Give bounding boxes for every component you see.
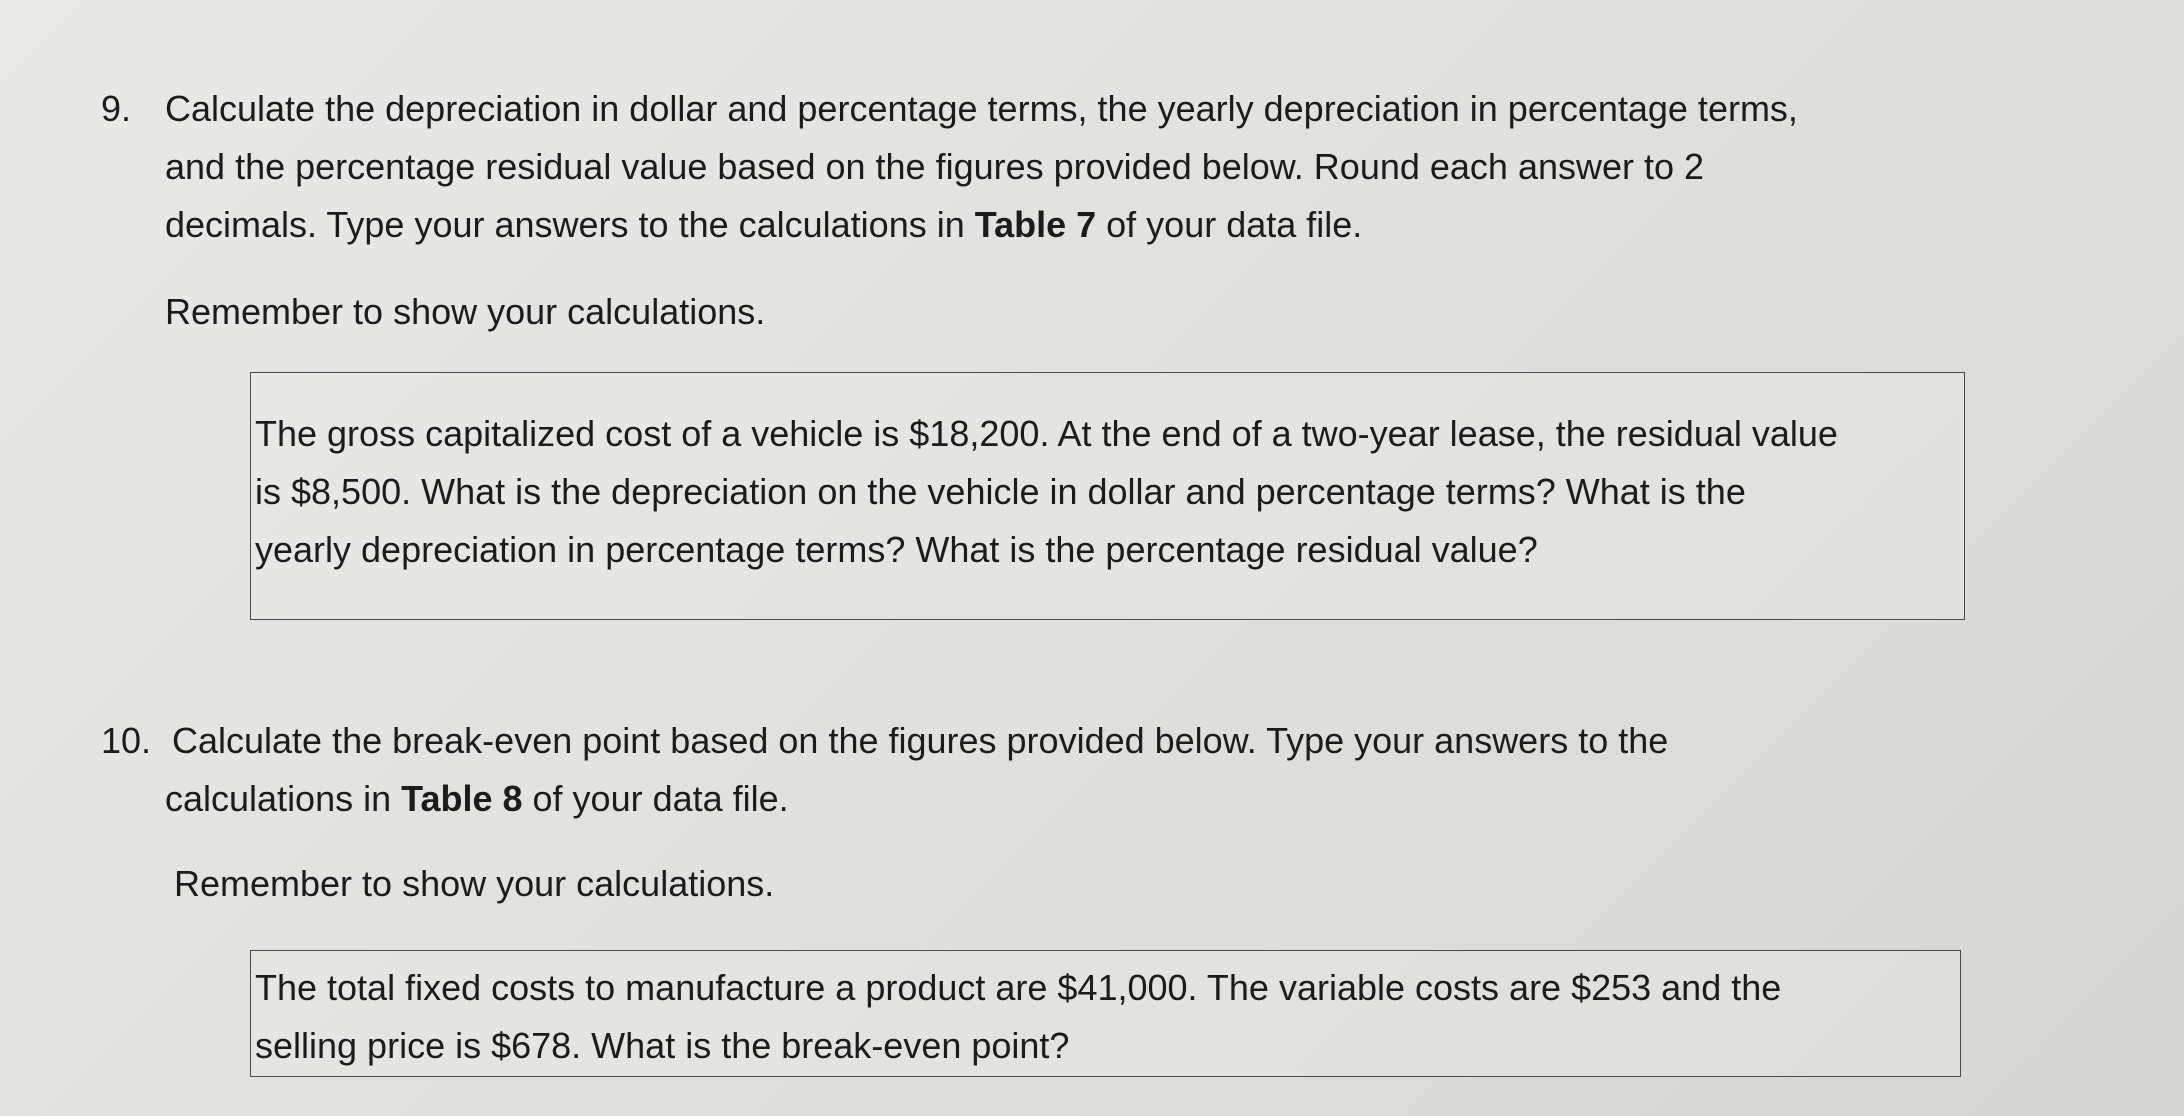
question-10-reminder: Remember to show your calculations. — [174, 863, 775, 904]
question-10-problem-line-1: The total fixed costs to manufacture a product are $41,000. The variable costs are $253 and the — [255, 967, 1782, 1008]
question-10-line-2 — [165, 770, 1668, 828]
question-9-number: 9. — [101, 88, 132, 129]
question-9-problem-line-1: The gross capitalized cost of a vehicle is $18,200. At the end of a two-year lease, the residual value — [255, 413, 1838, 454]
question-9-line-1: Calculate the depreciation in dollar and percentage terms, the yearly depreciation in percentage terms, — [165, 88, 1798, 129]
table-8-reference: Table 8 — [401, 778, 523, 819]
question-9-problem-line-3: yearly depreciation in percentage terms? What is the percentage residual value? — [255, 529, 1538, 570]
question-9-line-3-head: decimals. Type your answers to the calculations in — [165, 204, 975, 245]
table-7-reference: Table 7 — [974, 204, 1097, 245]
question-9-problem-text — [255, 405, 1838, 579]
question-9-problem-box — [250, 372, 1965, 620]
question-10-problem-line-2: selling price is $678. What is the break-even point? — [255, 1025, 1070, 1066]
question-9-line-3-tail: of your data file. — [1096, 204, 1363, 245]
question-10-problem-text — [255, 959, 1781, 1075]
question-10-instructions — [165, 712, 1669, 828]
question-9-line-3 — [165, 196, 1798, 254]
question-9-instructions — [165, 80, 1798, 254]
question-10-line-2-head: calculations in — [165, 778, 402, 819]
question-10-line-1: Calculate the break-even point based on the figures provided below. Type your answers to the — [172, 720, 1669, 761]
question-9-problem-line-2: is $8,500. What is the depreciation on the vehicle in dollar and percentage terms? What is the — [255, 471, 1746, 512]
question-10-number: 10. — [101, 720, 152, 761]
question-10-line-2-tail: of your data file. — [522, 778, 789, 819]
question-9-reminder: Remember to show your calculations. — [165, 291, 766, 332]
question-9-line-2: and the percentage residual value based on the figures provided below. Round each answer to 2 — [165, 146, 1705, 187]
question-10-problem-box — [250, 950, 1961, 1077]
